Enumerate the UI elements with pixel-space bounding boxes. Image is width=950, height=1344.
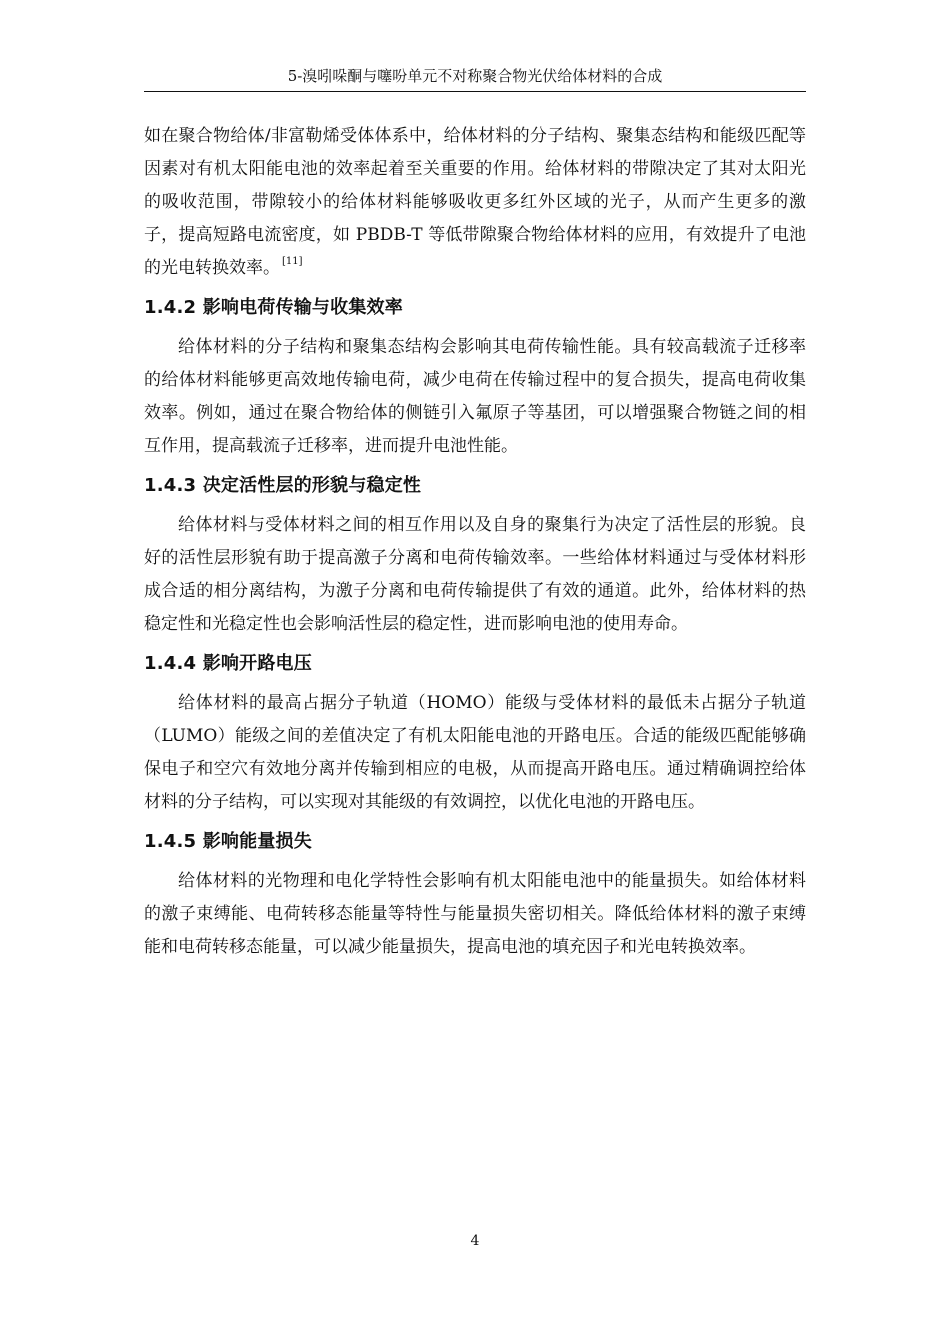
section-paragraph-1-4-4: 给体材料的最高占据分子轨道（HOMO）能级与受体材料的最低未占据分子轨道（LUMO）能级之间的差值决定了有机太阳能电池的开路电压。合适的能级匹配能够确保电子和空穴有效地分离并传输到相应的电极，从而提高开路电压。通过精确调控给体材料的分子结构，可以实现对其能级的有效调控，以优化电池的开路电压。 (144, 693, 806, 812)
section-heading-1-4-2: 1.4.2 影响电荷传输与收集效率 (144, 297, 403, 318)
section-heading-1-4-3: 1.4.3 决定活性层的形貌与稳定性 (144, 475, 422, 496)
section-paragraph-1-4-2: 给体材料的分子结构和聚集态结构会影响其电荷传输性能。具有较高载流子迁移率的给体材料能够更高效地传输电荷，减少电荷在传输过程中的复合损失，提高电荷收集效率。例如，通过在聚合物给体的侧链引入氟原子等基团，可以增强聚合物链之间的相互作用，提高载流子迁移率，进而提升电池性能。 (144, 337, 806, 456)
section-paragraph-1-4-3: 给体材料与受体材料之间的相互作用以及自身的聚集行为决定了活性层的形貌。良好的活性层形貌有助于提高激子分离和电荷传输效率。一些给体材料通过与受体材料形成合适的相分离结构，为激子分离和电荷传输提供了有效的通道。此外，给体材料的热稳定性和光稳定性也会影响活性层的稳定性，进而影响电池的使用寿命。 (144, 515, 806, 634)
section-paragraph-1-4-5: 给体材料的光物理和电化学特性会影响有机太阳能电池中的能量损失。如给体材料的激子束缚能、电荷转移态能量等特性与能量损失密切相关。降低给体材料的激子束缚能和电荷转移态能量，可以减少能量损失，提高电池的填充因子和光电转换效率。 (144, 871, 806, 957)
running-header (144, 64, 806, 92)
section-heading-1-4-4: 1.4.4 影响开路电压 (144, 653, 312, 674)
page-number: 4 (470, 1233, 480, 1249)
page-body (144, 116, 806, 964)
citation-marker: [11] (282, 256, 303, 267)
section-heading-1-4-5: 1.4.5 影响能量损失 (144, 831, 312, 852)
intro-paragraph (144, 120, 806, 285)
running-header-title: 5-溴吲哚酮与噻吩单元不对称聚合物光伏给体材料的合成 (287, 67, 663, 85)
intro-text: 如在聚合物给体/非富勒烯受体体系中，给体材料的分子结构、聚集态结构和能级匹配等因素对有机太阳能电池的效率起着至关重要的作用。给体材料的带隙决定了其对太阳光的吸收范围，带隙较小的给体材料能够吸收更多红外区域的光子，从而产生更多的激子，提高短路电流密度，如 PBDB-T 等低带隙聚合物给体材料的应用，有效提升了电池的光电转换效率。 (144, 126, 806, 278)
